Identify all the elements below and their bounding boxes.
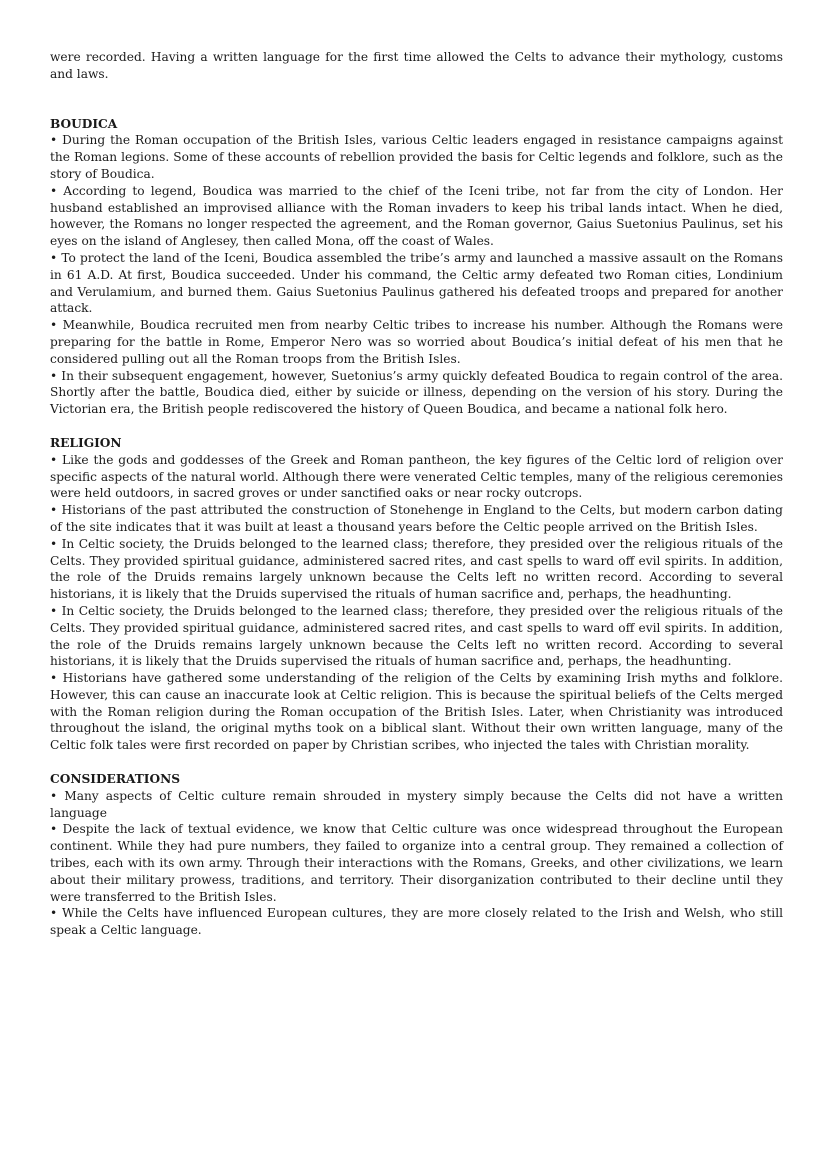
- spacer: [50, 418, 783, 435]
- section-considerations: [50, 771, 783, 939]
- bullet-paragraph: • During the Roman occupation of the British Isles, various Celtic leaders engaged in resistance campaigns against the Roman legions. Some of these accounts of rebellion provided the basis for Celtic legends and folklore, such as the story of Boudica.: [50, 133, 783, 181]
- bullet-paragraph: • Meanwhile, Boudica recruited men from nearby Celtic tribes to increase his number. Although the Romans were preparing for the battle in Rome, Emperor Nero was so worried about Boudica’s initial defeat of his men that he considered pulling out all the Roman troops from the British Isles.: [50, 318, 783, 366]
- bullet-paragraph: • In their subsequent engagement, however, Suetonius’s army quickly defeated Boudica to regain control of the area. Shortly after the battle, Boudica died, either by suicide or illness, depending on the version of his story. During the Victorian era, the British people rediscovered the history of Queen Boudica, and became a national folk hero.: [50, 368, 783, 417]
- section-heading: CONSIDERATIONS: [50, 772, 181, 787]
- bullet-paragraph: • Historians of the past attributed the construction of Stonehenge in England to the Celts, but modern carbon dating of the site indicates that it was built at least a thousand years before the Celtic people arrived on the British Isles.: [50, 503, 783, 534]
- bullet-paragraph: • Many aspects of Celtic culture remain shrouded in mystery simply because the Celts did not have a written language: [50, 788, 783, 820]
- section-heading: BOUDICA: [50, 116, 118, 131]
- intro-paragraph: were recorded. Having a written language for the first time allowed the Celts to advance their mythology, customs and laws.: [50, 50, 783, 81]
- section-heading: RELIGION: [50, 435, 122, 450]
- section-religion: [50, 435, 783, 754]
- spacer: [50, 754, 783, 771]
- bullet-paragraph: • While the Celts have influenced European cultures, they are more closely related to the Irish and Welsh, who still speak a Celtic language.: [50, 906, 783, 938]
- bullet-paragraph: • According to legend, Boudica was married to the chief of the Iceni tribe, not far from the city of London. Her husband established an improvised alliance with the Roman invaders to keep his tribal lands intact. When he died, however, the Romans no longer respected the agreement, and the Roman governor, Gaius Suetonius Paulinus, set his eyes on the island of Anglesey, then called Mona, off the coast of Wales.: [50, 183, 783, 249]
- spacer: [50, 83, 783, 116]
- bullet-paragraph: • In Celtic society, the Druids belonged to the learned class; therefore, they presided over the religious rituals of the Celts. They provided spiritual guidance, administered sacred rites, and cast spells to ward off evil spirits. In addition, the role of the Druids remains largely unknown because the Celts left no written record. According to several historians, it is likely that the Druids supervised the rituals of human sacrifice and, perhaps, the headhunting.: [50, 536, 783, 602]
- bullet-paragraph: • Like the gods and goddesses of the Greek and Roman pantheon, the key figures of the Celtic lord of religion over specific aspects of the natural world. Although there were venerated Celtic temples, many of the religious ceremonies were held outdoors, in sacred groves or under sanctified oaks or near rocky outcrops.: [50, 452, 783, 501]
- bullet-paragraph: • To protect the land of the Iceni, Boudica assembled the tribe’s army and launched a massive assault on the Romans in 61 A.D. At first, Boudica succeeded. Under his command, the Celtic army defeated two Roman cities, Londinium and Verulamium, and burned them. Gaius Suetonius Paulinus gathered his defeated troops and prepared for another attack.: [50, 250, 783, 316]
- bullet-paragraph: • In Celtic society, the Druids belonged to the learned class; therefore, they presided over the religious rituals of the Celts. They provided spiritual guidance, administered sacred rites, and cast spells to ward off evil spirits. In addition, the role of the Druids remains largely unknown because the Celts left no written record. According to several historians, it is likely that the Druids supervised the rituals of human sacrifice and, perhaps, the headhunting.: [50, 603, 783, 669]
- document-page: [50, 49, 783, 939]
- bullet-paragraph: • Historians have gathered some understanding of the religion of the Celts by examining Irish myths and folklore. However, this can cause an inaccurate look at Celtic religion. This is because the spiritual beliefs of the Celts merged with the Roman religion during the Roman occupation of the British Isles. Later, when Christianity was introduced throughout the island, the original myths took on a biblical slant. Without their own written language, many of the Celtic folk tales were first recorded on paper by Christian scribes, who injected the tales with Christian morality.: [50, 671, 783, 753]
- section-boudica: [50, 116, 783, 418]
- bullet-paragraph: • Despite the lack of textual evidence, we know that Celtic culture was once widespread throughout the European continent. While they had pure numbers, they failed to organize into a central group. They remained a collection of tribes, each with its own army. Through their interactions with the Romans, Greeks, and other civilizations, we learn about their military prowess, traditions, and territory. Their disorganization contributed to their decline until they were transferred to the British Isles.: [50, 822, 783, 904]
